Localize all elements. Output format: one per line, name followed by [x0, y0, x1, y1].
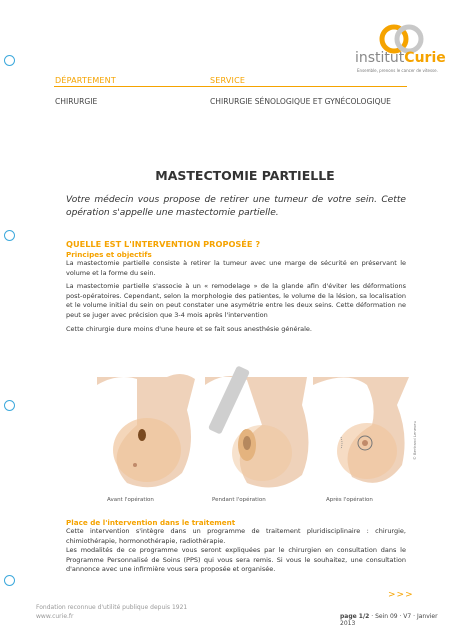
illustration-during [205, 365, 309, 487]
binder-hole-3 [4, 400, 15, 411]
caption-before: Avant l'opération [107, 497, 154, 503]
paragraph-principes-2: La mastectomie partielle s'associe à un « remodelage » de la glande afin d'éviter les déformations post-opératoires. Cependant, selon la morphologie des patientes, le volume de la lésion, sa localisation et le volume initial du sein on peut constater une asymétrie entre les deux seins. Cette déformation ne peut se juger avec précision que 3-4 mois après l'intervention [66, 282, 406, 319]
subheading-principes: Principes et objectifs [66, 250, 152, 259]
page-number: page 1/2 [340, 613, 370, 620]
binder-hole-2 [4, 230, 15, 241]
illustration-credit: © Bertrand Leneveu [412, 420, 417, 460]
surgery-illustrations [97, 365, 409, 495]
binder-hole-4 [4, 575, 15, 586]
service-label: SERVICE [210, 76, 246, 85]
footer-page-info [340, 613, 450, 627]
paragraph-traitement-2: Les modalités de ce programme vous seront expliquées par le chirurgien en consultation dans le Programme Personnalisé de Soins (PPS) qui vous sera remis. Si vous le souhaitez, une consultation d'annonce avec une infirmière vous sera proposée et organisée. [66, 546, 406, 573]
intro-text: Votre médecin vous propose de retirer une tumeur de votre sein. Cette opération s'appelle une mastectomie partielle. [66, 195, 406, 218]
paragraph-principes-3: Cette chirurgie dure moins d'une heure et se fait sous anesthésie générale. [66, 325, 313, 333]
paragraph-traitement-1: Cette intervention s'intègre dans un programme de traitement pluridisciplinaire : chirurgie, chimiothérapie, hormonothérapie, radiothérapie. [66, 527, 406, 545]
caption-during: Pendant l'opération [212, 497, 266, 503]
page-meta: · Sein 09 · V7 · Janvier 2013 [340, 613, 438, 627]
subheading-place-traitement: Place de l'intervention dans le traitement [66, 518, 236, 527]
header-divider [54, 86, 407, 87]
illustration-before [97, 374, 195, 487]
department-label: DÉPARTEMENT [55, 76, 116, 85]
logo-tagline: Ensemble, prenons le cancer de vitesse. [357, 68, 438, 73]
service-value: CHIRURGIE SÉNOLOGIQUE ET GYNÉCOLOGIQUE [210, 97, 391, 106]
paragraph-principes-1: La mastectomie partielle consiste à retirer la tumeur avec une marge de sécurité en préservant le volume et la forme du sein. [66, 259, 406, 277]
footer-foundation: Fondation reconnue d'utilité publique depuis 1921 [36, 604, 188, 611]
illustration-after [313, 377, 409, 483]
binder-hole-1 [4, 55, 15, 66]
caption-after: Après l'opération [326, 497, 373, 503]
section-heading-intervention: QUELLE EST L'INTERVENTION PROPOSÉE ? [66, 239, 261, 249]
footer-website-link[interactable]: www.curie.fr [36, 613, 74, 620]
logo-wordmark: institutCurie [355, 50, 446, 66]
department-value: CHIRURGIE [55, 97, 98, 106]
institut-curie-logo [355, 22, 450, 74]
page-title: MASTECTOMIE PARTIELLE [155, 168, 335, 183]
next-page-arrows: >>> [388, 590, 414, 600]
